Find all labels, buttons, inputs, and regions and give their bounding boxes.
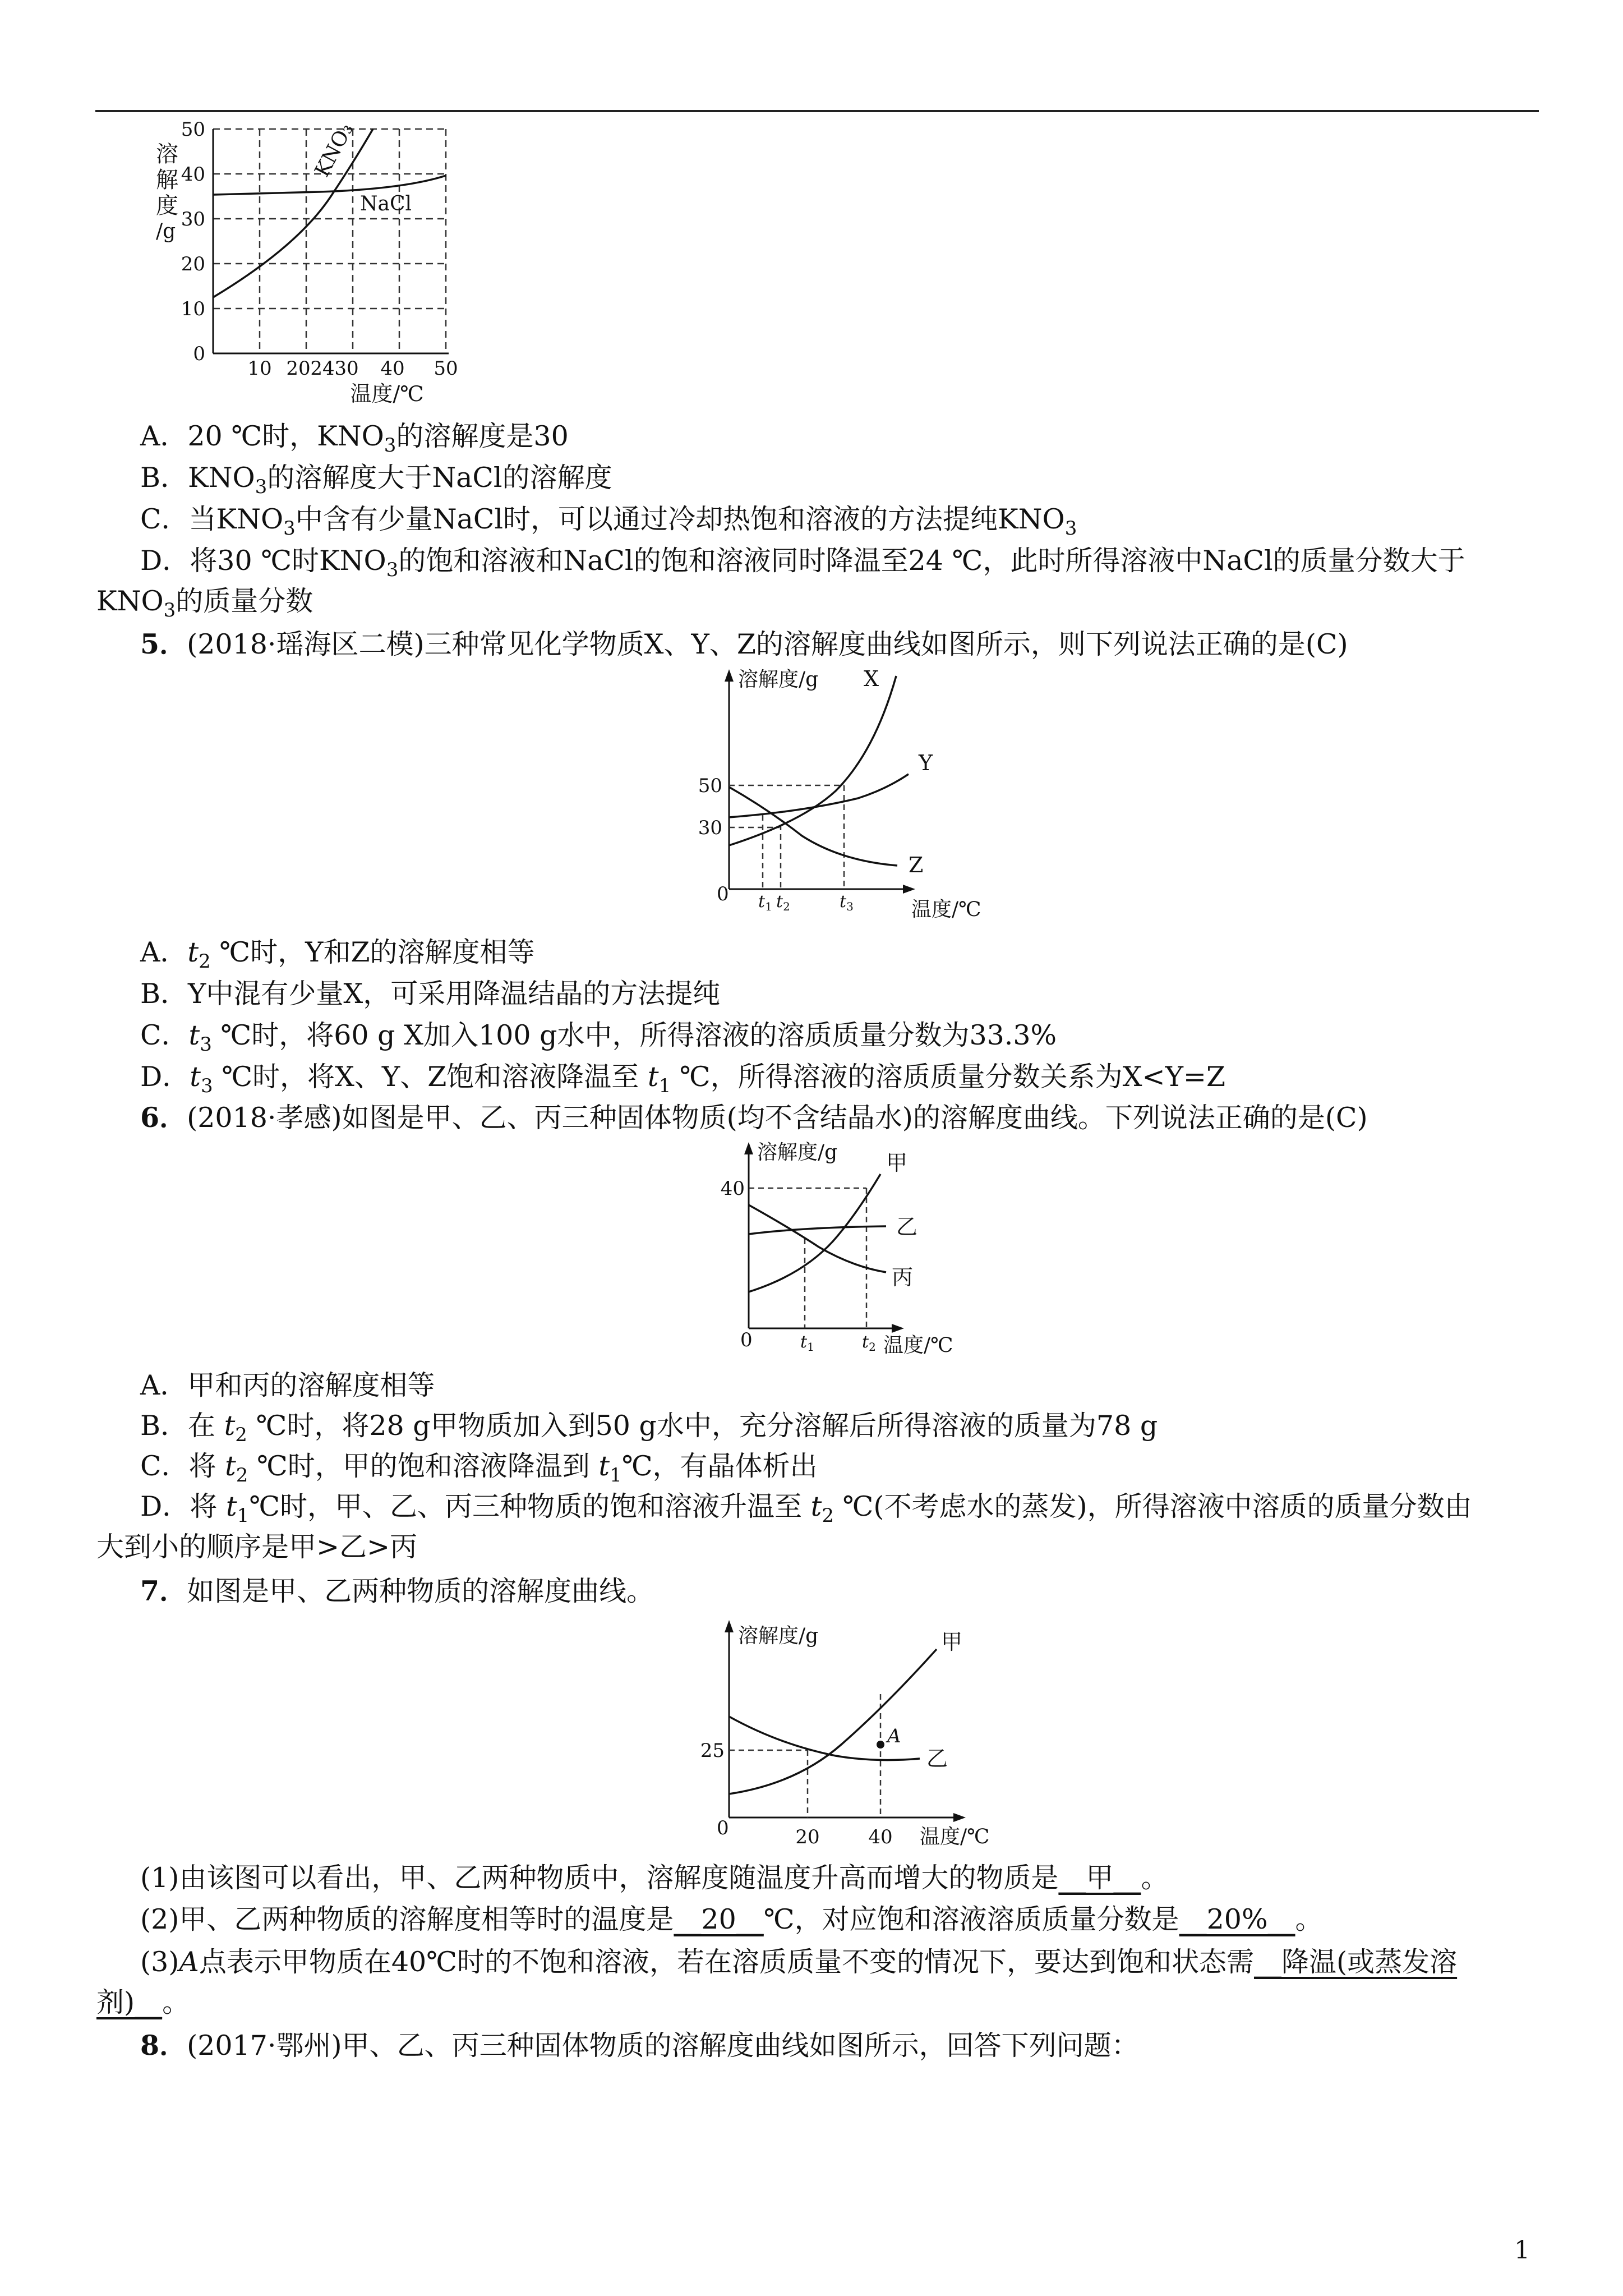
chart4-xtick-40: 40: [868, 1826, 893, 1848]
curve-kno3: [213, 129, 373, 297]
q4-option-d-cont: $KNO_3$的质量分数: [96, 585, 313, 622]
chart3-ylabel: 溶解度/g: [757, 1141, 838, 1164]
chart-xyz: [690, 665, 1004, 928]
q6-option-d: D．将 $t_1℃$时，甲、乙、丙三种物质的饱和溶液升温至 $t_2$ ℃(不考虑水的蒸发)，所得溶液中溶质的质量分数由: [140, 1490, 1472, 1527]
chart4-series-jia: 甲: [941, 1630, 963, 1654]
q8-stem: 8．(2017·鄂州)甲、乙、丙三种固体物质的溶解度曲线如图所示，回答下列问题：: [140, 2029, 1139, 2062]
chart2-xlabel: 温度/℃: [911, 898, 981, 921]
chart1-ytick-20: 20: [181, 253, 205, 275]
q4-option-d: D．将30 ℃时$KNO_3$的饱和溶液和NaCl的饱和溶液同时降温至24 ℃，此时所得溶液中NaCl的质量分数大于: [140, 545, 1465, 581]
chart1-ytick-30: 30: [181, 208, 205, 231]
chart-kno3-nacl: [151, 118, 488, 409]
q6-option-b: B．在 $t_2$ ℃时，将28 g甲物质加入到50 g水中，充分溶解后所得溶液的质量为78 g: [140, 1410, 1158, 1446]
curve-x: [729, 676, 896, 845]
chart2-ytick-50: 50: [698, 775, 722, 797]
chart2-series-y: Y: [919, 751, 933, 775]
chart1-ylabel-4: /g: [156, 220, 176, 243]
chart1-xtick-40: 40: [380, 357, 405, 380]
chart2-series-z: Z: [909, 853, 924, 877]
chart1-xtick-20: 20: [286, 357, 311, 380]
q4-option-b: B．$KNO_3$的溶解度大于NaCl的溶解度: [140, 462, 612, 498]
q5-option-d: D．$t_3$ ℃时，将X、Y、Z饱和溶液降温至 $t_1$ ℃，所得溶液的溶质质量分数关系为X<Y=Z: [140, 1061, 1226, 1097]
chart3-series-bing: 丙: [892, 1265, 914, 1290]
q5-option-b: B．Y中混有少量X，可采用降温结晶的方法提纯: [140, 978, 721, 1010]
chart3-series-jia: 甲: [886, 1151, 908, 1175]
chart3-xtick-t2: $t_2$: [862, 1332, 876, 1354]
curve-jia: [749, 1174, 880, 1292]
q5-option-c: C．$t_3$ ℃时，将60 g X加入100 g水中，所得溶液的溶质质量分数为33.3%: [140, 1019, 1057, 1056]
chart1-series-nacl: NaCl: [360, 192, 412, 215]
chart3-xtick-t1: $t_1$: [800, 1332, 814, 1354]
chart2-ylabel: 溶解度/g: [738, 668, 819, 691]
q7-sub-3-cont: 剂)__。: [96, 1986, 190, 2018]
chart3-series-yi: 乙: [896, 1214, 918, 1239]
header-rule: [95, 110, 1539, 112]
q7-stem: 7．如图是甲、乙两种物质的溶解度曲线。: [140, 1575, 654, 1607]
chart1-ytick-0: 0: [193, 343, 205, 365]
chart3-ytick-40: 40: [720, 1177, 745, 1200]
chart1-ytick-40: 40: [181, 163, 205, 186]
chart3-origin: 0: [740, 1329, 753, 1351]
chart1-xtick-50: 50: [434, 357, 458, 380]
chart2-xtick-t3: $t_3$: [840, 892, 854, 913]
chart2-xtick-t2: $t_2$: [776, 892, 790, 913]
chart1-ytick-10: 10: [181, 298, 205, 320]
chart1-xlabel: 温度/℃: [350, 381, 424, 406]
chart1-ylabel-2: 解: [156, 167, 178, 193]
page-number: 1: [1514, 2236, 1530, 2265]
chart2-series-x: X: [864, 666, 879, 691]
curve-bing: [749, 1205, 886, 1272]
chart1-xtick-24: 24: [310, 357, 335, 380]
chart2-xtick-t1: $t_1$: [758, 892, 772, 913]
chart2-origin: 0: [717, 883, 729, 905]
chart4-series-yi: 乙: [926, 1746, 948, 1771]
q6-option-c: C．将 $t_2$ ℃时，甲的饱和溶液降温到 $t_1℃$，有晶体析出: [140, 1450, 818, 1487]
q7-sub-1: (1)由该图可以看出，甲、乙两种物质中，溶解度随温度升高而增大的物质是__甲__。: [140, 1862, 1169, 1894]
chart1-ylabel-3: 度: [156, 193, 178, 219]
chart4-xtick-20: 20: [795, 1826, 820, 1848]
chart1-xtick-30: 30: [334, 357, 359, 380]
q7-sub-2: (2)甲、乙两种物质的溶解度相等时的温度是__20__℃，对应饱和溶液溶质质量分数是__20%__。: [140, 1903, 1323, 1935]
curve-jia-7: [729, 1649, 937, 1794]
q6-option-d-cont: 大到小的顺序是甲>乙>丙: [96, 1531, 418, 1563]
curve-yi: [749, 1226, 886, 1234]
q6-stem: 6．(2018·孝感)如图是甲、乙、丙三种固体物质(均不含结晶水)的溶解度曲线。下列说法正确的是(C): [140, 1101, 1368, 1134]
q6-option-a: A．甲和丙的溶解度相等: [140, 1369, 435, 1401]
q7-sub-3: (3)A点表示甲物质在40℃时的不饱和溶液，若在溶质质量不变的情况下，要达到饱和状态需__降温(或蒸发溶: [140, 1946, 1458, 1978]
chart1-ylabel-1: 溶: [156, 141, 178, 167]
chart2-ytick-30: 30: [698, 817, 722, 839]
q4-option-c: C．当$KNO_3$中含有少量NaCl时，可以通过冷却热饱和溶液的方法提纯$KNO_3$: [140, 503, 1077, 540]
chart-jia-yi-bing: [718, 1138, 987, 1368]
chart1-xtick-10: 10: [247, 357, 272, 380]
chart4-point-a: A: [887, 1725, 901, 1747]
curve-z: [729, 787, 897, 866]
chart4-ytick-25: 25: [700, 1740, 725, 1762]
chart3-xlabel: 温度/℃: [883, 1334, 953, 1357]
chart-jia-yi: [695, 1616, 1009, 1857]
curve-y: [729, 774, 909, 817]
chart4-xlabel: 温度/℃: [920, 1825, 990, 1848]
q5-option-a: A．$t_2$ ℃时，Y和Z的溶解度相等: [140, 936, 535, 973]
q5-stem: 5．(2018·瑶海区二模)三种常见化学物质X、Y、Z的溶解度曲线如图所示，则下列说法正确的是(C): [140, 628, 1348, 660]
point-a: [877, 1741, 884, 1749]
chart1-ytick-50: 50: [181, 118, 205, 141]
chart1-series-kno3: KNO₃: [310, 119, 358, 181]
chart4-ylabel: 溶解度/g: [738, 1625, 819, 1648]
q4-option-a: A．20 ℃时，$KNO_3$的溶解度是30: [140, 420, 569, 457]
chart4-origin: 0: [717, 1817, 729, 1839]
